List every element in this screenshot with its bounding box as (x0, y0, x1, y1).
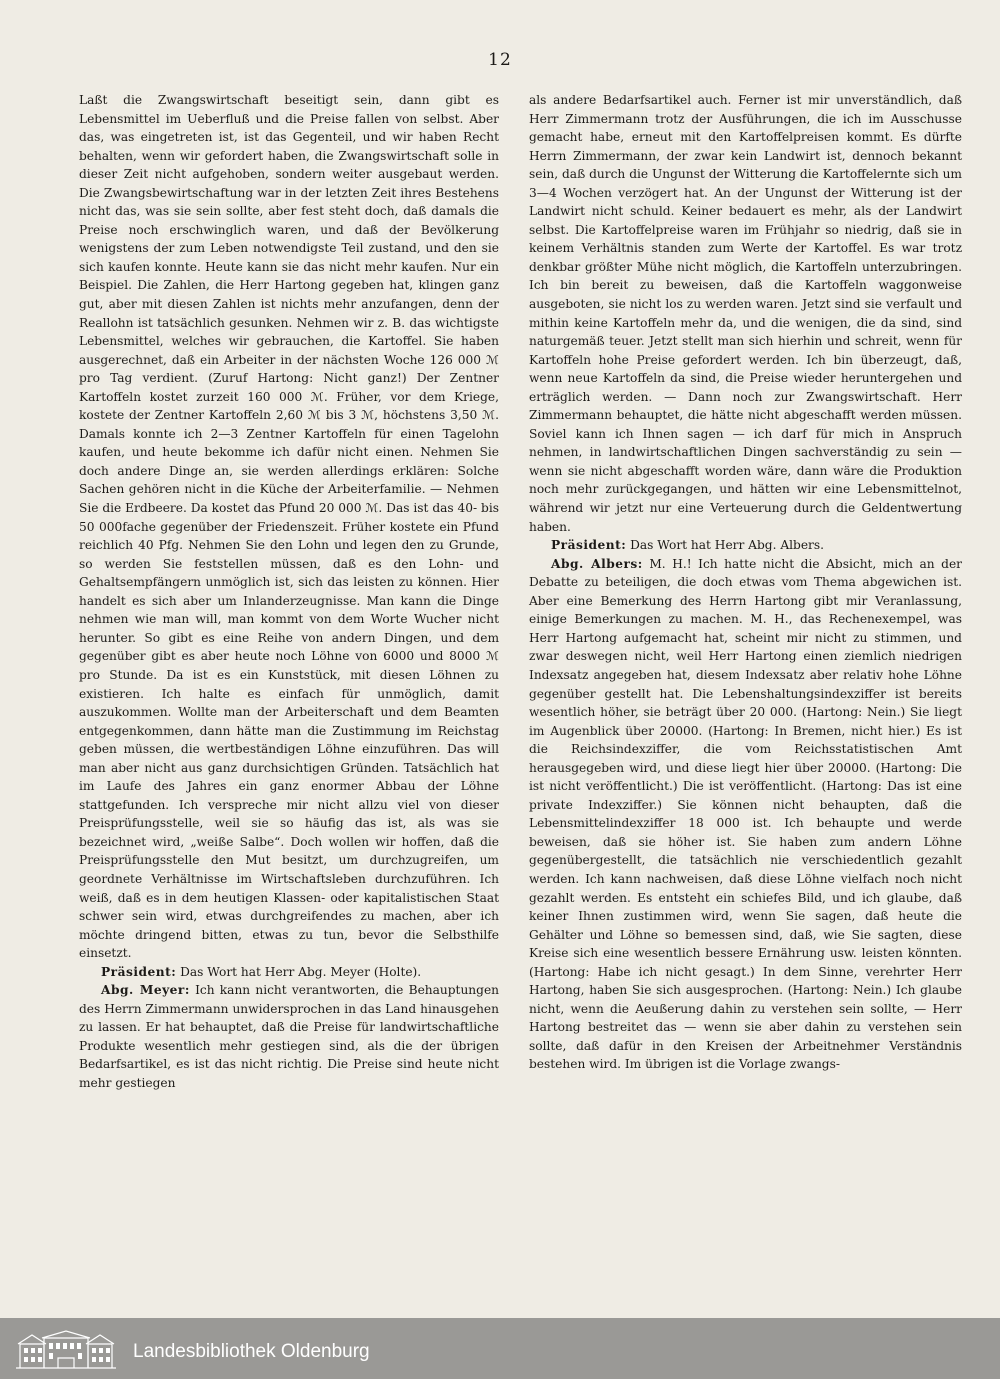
paragraph-text: M. H.! Ich hatte nicht die Absicht, mich an der Debatte zu beteiligen, die doch etwas vom Thema abgewichen ist. Aber eine Bemerkung des Herrn Hartong gibt mir Veranlassung, einige Bemerkungen zu machen. M. H., das Rechenexempel, was Herr Hartong aufgemacht hat, scheint mir nicht zu stimmen, und zwar deswegen nicht, weil Herr Hartong einen ziemlich niedrigen Indexsatz angegeben hat, diesem Indexsatz aber relativ hohe Löhne gegenüber gestellt hat. Die Lebenshaltungsindexziffer ist bereits wesentlich höher, sie beträgt über 20 000. (Hartong: Nein.) Sie liegt im Augenblick über 20000. (Hartong: In Bremen, nicht hier.) Es ist die Reichsindexziffer, die vom Reichsstatistischen Amt herausgegeben wird, und diese liegt hier über 20000. (Hartong: Die ist nicht veröffentlicht.) Die ist veröffentlicht. (Hartong: Das ist eine private Indexziffer.) Sie können nicht behaupten, daß die Lebensmittelindexziffer 18 000 ist. Ich behaupte und werde beweisen, daß sie höher ist. Sie haben zum andern Löhne gegenübergestellt, die tatsächlich nie verschiedentlich gezahlt werden. Ich kann nachweisen, daß diese Löhne vielfach noch nicht gezahlt werden. Es entsteht ein schiefes Bild, und ich glaube, daß keiner Ihnen zustimmen wird, wenn Sie sagen, daß heute die Gehälter und Löhne so bemessen sind, daß, wie Sie sagten, diese Kreise sich eine wesentlich bessere Ernährung usw. leisten könnten. (Hartong: Habe ich nicht gesagt.) In dem Sinne, verehrter Herr Hartong, haben Sie sich ausgesprochen. (Hartong: Nein.) Ich glaube nicht, wenn die Aeußerung dahin zu verstehen sein sollte, — Herr Hartong bestreitet das — wenn sie aber dahin zu verstehen sein sollte, daß dafür in den Kreisen der Arbeitnehmer Verständnis bestehen wird. Im übrigen ist die Vorlage zwangs- (529, 556, 962, 1072)
paragraph-text: Ich kann nicht verantworten, die Behauptungen des Herrn Zimmermann unwidersprochen in das Land hinausgehen zu lassen. Er hat behauptet, daß die Preise für landwirtschaftliche Produkte wesentlich mehr gestiegen sind, als die der übrigen Bedarfsartikel, es ist das nicht richtig. Die Preise sind heute nicht mehr gestiegen (79, 983, 500, 1090)
speaker-label: Abg. Albers: (551, 556, 643, 571)
paragraph (529, 555, 962, 1074)
library-building-icon (14, 1330, 118, 1370)
page-number: 12 (488, 50, 512, 70)
paragraph-text: Laßt die Zwangswirtschaft beseitigt sein, dann gibt es Lebensmittel im Ueberfluß und die Preise fallen von selbst. Aber das, was eingetreten ist, ist das Gegenteil, und wir haben Recht behalten, wenn wir gefordert haben, die Zwangswirtschaft solle in dieser Zeit nicht aufgehoben, sondern weiter ausgebaut werden. Die Zwangsbewirtschaftung war in der letzten Zeit ihres Bestehens nicht das, was sie sein sollte, aber fest steht doch, daß damals die Preise noch erschwinglich waren, und daß der Bevölkerung wenigstens der zum Leben notwendigste Teil zustand, und den sie sich kaufen konnte. Heute kann sie das nicht mehr kaufen. Nur ein Beispiel. Die Zahlen, die Herr Hartong gegeben hat, klingen ganz gut, aber mit diesen Zahlen ist nichts mehr anzufangen, denn der Reallohn ist tatsächlich gesunken. Nehmen wir z. B. das wichtigste Lebensmittel, welches wir gebrauchen, die Kartoffel. Sie haben ausgerechnet, daß ein Arbeiter in der nächsten Woche 126 000 ℳ pro Tag verdient. (Zuruf Hartong: Nicht ganz!) Der Zentner Kartoffeln kostet zurzeit 160 000 ℳ. Früher, vor dem Kriege, kostete der Zentner Kartoffeln 2,60 ℳ bis 3 ℳ, höchstens 3,50 ℳ. Damals konnte ich 2—3 Zentner Kartoffeln für einen Tagelohn kaufen, und heute bekomme ich dafür nicht einen. Nehmen Sie doch andere Dinge an, sie werden allerdings erklären: Solche Sachen gehören nicht in die Küche der Arbeiterfamilie. — Nehmen Sie die Erdbeere. Da kostet das Pfund 20 000 ℳ. Das ist das 40- bis 50 000fache gegenüber der Friedenszeit. Früher kostete ein Pfund reichlich 40 Pfg. Nehmen Sie den Lohn und legen den zu Grunde, so werden Sie feststellen müssen, daß es den Lohn- und Gehaltsempfängern unmöglich ist, sich das leisten zu können. Hier handelt es sich aber um Inlanderzeugnisse. Man kann die Dinge nehmen wie man will, man kommt von dem Worte Wucher nicht herunter. So gibt es eine Reihe von andern Dingen, und dem gegenüber gibt es aber heute noch Löhne von 6000 und 8000 ℳ pro Stunde. Da ist es ein Kunststück, mit diesen Löhnen zu existieren. Ich halte es einfach für unmöglich, damit auszukommen. Wollte man der Arbeiterschaft und dem Beamten entgegenkommen, dann hätte man die Zustimmung im Reichstag geben müssen, die wertbeständigen Löhne einzuführen. Das will man aber nicht aus ganz durchsichtigen Gründen. Tatsächlich hat im Laufe des Jahres ein ganz enormer Abbau der Löhne stattgefunden. Ich verspreche mir nicht allzu viel von dieser Preisprüfungsstelle, weil sie so häufig das ist, als was sie bezeichnet wird, „weiße Salbe“. Doch wollen wir hoffen, daß die Preisprüfungsstelle den Mut besitzt, um durchzugreifen, um geordnete Verhältnisse im Wirtschaftsleben durchzuführen. Ich weiß, daß es in dem heutigen Klassen- oder kapitalistischen Staat schwer sein wird, etwas durchgreifendes zu machen, aber ich möchte dringend bitten, etwas zu tun, bevor die Selbsthilfe einsetzt. (79, 93, 499, 961)
right-column (529, 91, 962, 1074)
paragraph (79, 963, 499, 982)
speaker-label: Abg. Meyer: (101, 983, 190, 998)
paragraph (79, 981, 499, 1092)
speaker-label: Präsident: (551, 538, 627, 553)
library-name: Landesbibliothek Oldenburg (133, 1341, 370, 1362)
paragraph (79, 91, 499, 963)
left-column (79, 91, 499, 1093)
paragraph (529, 91, 962, 536)
paragraph-text: Das Wort hat Herr Abg. Meyer (Holte). (180, 964, 422, 979)
paragraph-text: Das Wort hat Herr Abg. Albers. (630, 538, 824, 553)
paragraph (529, 536, 962, 555)
speaker-label: Präsident: (101, 964, 177, 979)
paragraph-text: als andere Bedarfsartikel auch. Ferner ist mir unverständlich, daß Herr Zimmermann trotz der Ausführungen, die ich im Ausschusse gemacht habe, erneut mit den Kartoffelpreisen kommt. Es dürfte Herrn Zimmermann, der zwar kein Landwirt ist, dennoch bekannt sein, daß durch die Ungunst der Witterung die Kartoffelernte sich um 3—4 Wochen verzögert hat. An der Ungunst der Witterung ist der Landwirt nicht schuld. Keiner bedauert es mehr, als der Landwirt selbst. Die Kartoffelpreise waren im Frühjahr so niedrig, daß sie in keinem Verhältnis standen zum Werte der Kartoffel. Es war trotz denkbar größter Mühe nicht möglich, die Kartoffeln unterzubringen. Ich bin bereit zu beweisen, daß die Kartoffeln waggonweise ausgeboten, sie nicht los zu werden waren. Jetzt sind sie verfault und mithin keine Kartoffeln mehr da, und die wenigen, die da sind, sind naturgemäß teuer. Jetzt stellt man sich hierhin und schreit, wenn für Kartoffeln hohe Preise gefordert werden. Ich bin überzeugt, daß, wenn neue Kartoffeln da sind, die Preise wieder heruntergehen und erträglich werden. — Dann noch zur Zwangswirtschaft. Herr Zimmermann behauptet, die hätte nicht abgeschafft werden müssen. Soviel kann ich Ihnen sagen — ich darf für mich in Anspruch nehmen, in landwirtschaftlichen Dingen sachverständig zu sein — wenn sie nicht abgeschafft worden wäre, dann wäre die Produktion noch mehr zurückgegangen, und hätten wir eine Lebensmittelnot, während wir jetzt nur eine Verteuerung durch die Geldentwertung haben. (529, 93, 962, 534)
